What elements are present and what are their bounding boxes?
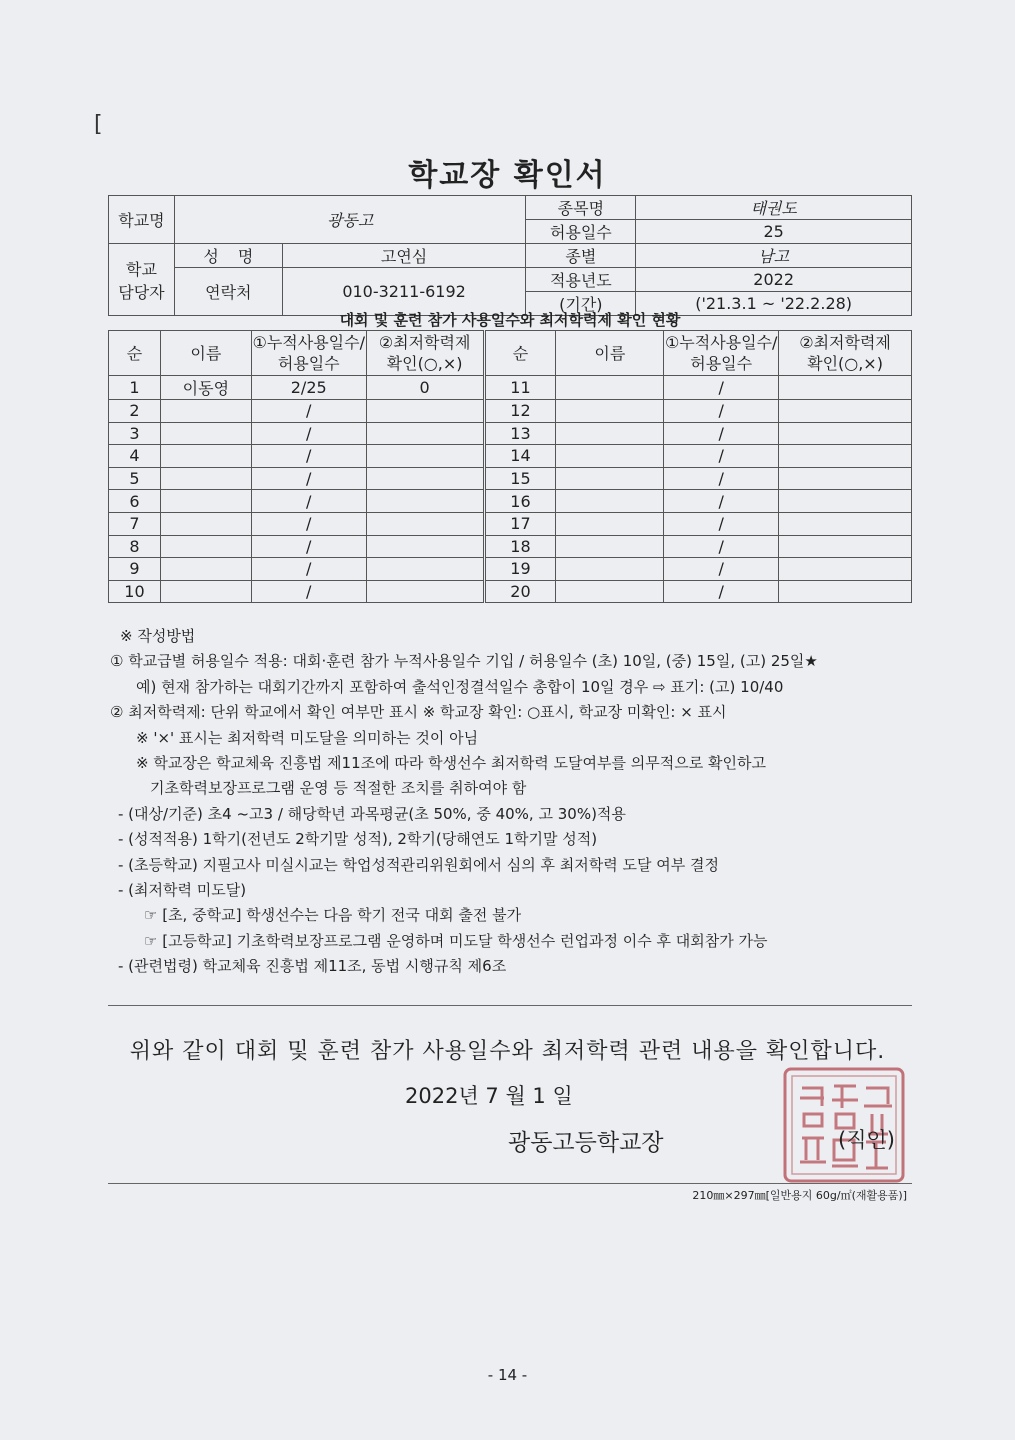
row-check-2	[779, 376, 912, 400]
row-check	[366, 445, 484, 468]
row-check	[366, 535, 484, 558]
row-name-2	[556, 490, 664, 513]
row-name	[160, 535, 251, 558]
note-line: ② 최저학력제: 단위 학교에서 확인 여부만 표시 ※ 학교장 확인: ○표시, 학교장 미확인: × 표시	[110, 703, 727, 722]
row-name-2	[556, 400, 664, 423]
row-check-2	[779, 512, 912, 535]
row-no-2: 19	[484, 558, 556, 581]
row-no: 7	[109, 512, 161, 535]
name-value: 고연심	[282, 244, 526, 268]
row-days: 2/25	[251, 376, 366, 400]
row-check-2	[779, 535, 912, 558]
header-check-line2: 확인(○,×)	[386, 354, 463, 373]
contact-label: 연락처	[174, 268, 282, 316]
row-days: /	[251, 512, 366, 535]
row-check-2	[779, 467, 912, 490]
row-name-2	[556, 467, 664, 490]
row-no-2: 11	[484, 376, 556, 400]
table-subtitle: 대회 및 훈련 참가 사용일수와 최저학력제 확인 현황	[339, 311, 681, 329]
school-label: 학교명	[109, 196, 175, 244]
info-table	[108, 195, 912, 316]
row-days: /	[251, 445, 366, 468]
table-row	[109, 422, 912, 445]
note-line: ① 학교급별 허용일수 적용: 대회·훈련 참가 누적사용일수 기입 / 허용일수 (초) 10일, (중) 15일, (고) 25일★	[110, 652, 818, 671]
note-line: - (성적적용) 1학기(전년도 2학기말 성적), 2학기(당해연도 1학기말 성적)	[118, 830, 598, 849]
header-no-2: 순	[484, 331, 556, 376]
table-row	[109, 535, 912, 558]
table-row	[109, 445, 912, 468]
row-check	[366, 580, 484, 603]
allowed-days-label: 허용일수	[526, 220, 636, 244]
row-no: 4	[109, 445, 161, 468]
row-name	[160, 422, 251, 445]
row-check-2	[779, 558, 912, 581]
row-days-2: /	[664, 580, 779, 603]
period-label: (기간)	[526, 292, 636, 316]
divider-bottom	[108, 1183, 912, 1184]
manager-label-line1: 학교	[125, 259, 157, 279]
row-no-2: 18	[484, 535, 556, 558]
header-days	[251, 331, 366, 376]
year-label: 적용년도	[526, 268, 636, 292]
instructions	[110, 624, 910, 980]
header-check	[366, 331, 484, 376]
issue-date: 2022년 7 월 1 일	[405, 1084, 573, 1108]
bracket-mark: [	[94, 112, 103, 137]
row-name-2	[556, 535, 664, 558]
year-value: 2022	[636, 268, 912, 292]
participation-table	[108, 330, 912, 603]
table-header-row	[109, 331, 912, 376]
row-name	[160, 400, 251, 423]
note-heading: ※ 작성방법	[120, 627, 196, 645]
sport-label: 종목명	[526, 196, 636, 220]
table-row	[109, 490, 912, 513]
row-no: 3	[109, 422, 161, 445]
header-days-2-line1: ①누적사용일수/	[664, 333, 778, 352]
gender-value: 남고	[636, 244, 912, 268]
principal-title: 광동고등학교장	[508, 1130, 664, 1156]
school-value: 광동고	[174, 196, 526, 244]
row-check-2	[779, 580, 912, 603]
note-line: - (최저학력 미도달)	[118, 881, 247, 900]
contact-value: 010-3211-6192	[282, 268, 526, 316]
row-no: 2	[109, 400, 161, 423]
row-no-2: 20	[484, 580, 556, 603]
row-no-2: 13	[484, 422, 556, 445]
row-no: 1	[109, 376, 161, 400]
row-no: 9	[109, 558, 161, 581]
confirmation-text: 위와 같이 대회 및 훈련 참가 사용일수와 최저학력 관련 내용을 확인합니다.	[129, 1039, 886, 1064]
row-days: /	[251, 580, 366, 603]
row-days: /	[251, 535, 366, 558]
row-check	[366, 400, 484, 423]
row-check-2	[779, 400, 912, 423]
header-days-2	[664, 331, 779, 376]
name-label: 성 명	[174, 244, 282, 268]
header-no: 순	[109, 331, 161, 376]
row-check	[366, 422, 484, 445]
row-name-2	[556, 558, 664, 581]
document-title: 학교장 확인서	[408, 158, 607, 193]
header-days-2-line2: 허용일수	[690, 354, 753, 373]
divider-top	[108, 1005, 912, 1006]
row-no: 8	[109, 535, 161, 558]
row-name	[160, 580, 251, 603]
sport-value: 태권도	[636, 196, 912, 220]
row-name	[160, 512, 251, 535]
row-days-2: /	[664, 490, 779, 513]
table-row	[109, 512, 912, 535]
row-days: /	[251, 422, 366, 445]
row-check	[366, 490, 484, 513]
manager-label	[109, 244, 175, 316]
row-days: /	[251, 558, 366, 581]
row-name	[160, 558, 251, 581]
note-line: - (관련법령) 학교체육 진흥법 제11조, 동법 시행규칙 제6조	[118, 957, 507, 976]
note-line: 예) 현재 참가하는 대회기간까지 포함하여 출석인정결석일수 총합이 10일 경우 ⇨ 표기: (고) 10/40	[136, 677, 784, 696]
row-days: /	[251, 400, 366, 423]
note-line: - (대상/기준) 초4 ~고3 / 해당학년 과목평균(초 50%, 중 40%, 고 30%)적용	[118, 804, 626, 823]
header-check-2	[779, 331, 912, 376]
header-name: 이름	[160, 331, 251, 376]
row-no-2: 17	[484, 512, 556, 535]
note-line: 기초학력보장프로그램 운영 등 적절한 조치를 취하여야 함	[150, 779, 527, 798]
row-days-2: /	[664, 535, 779, 558]
row-check-2	[779, 445, 912, 468]
row-days-2: /	[664, 512, 779, 535]
row-name-2	[556, 580, 664, 603]
row-no-2: 14	[484, 445, 556, 468]
table-row	[109, 467, 912, 490]
row-check-2	[779, 422, 912, 445]
row-no: 6	[109, 490, 161, 513]
row-name-2	[556, 512, 664, 535]
note-line: ※ '×' 표시는 최저학력 미도달을 의미하는 것이 아님	[136, 728, 479, 747]
table-row	[109, 376, 912, 400]
row-name: 이동영	[160, 376, 251, 400]
header-days-line2: 허용일수	[277, 354, 340, 373]
note-line: ※ 학교장은 학교체육 진흥법 제11조에 따라 학생선수 최저학력 도달여부를 의무적으로 확인하고	[136, 754, 766, 773]
row-days: /	[251, 467, 366, 490]
paper-spec: 210㎜×297㎜[일반용지 60g/㎡(재활용품)]	[692, 1189, 907, 1202]
row-days: /	[251, 490, 366, 513]
row-no-2: 15	[484, 467, 556, 490]
row-no: 5	[109, 467, 161, 490]
header-check-2-line1: ②최저학력제	[799, 333, 891, 352]
row-check	[366, 558, 484, 581]
row-no: 10	[109, 580, 161, 603]
header-name-2: 이름	[556, 331, 664, 376]
row-name	[160, 490, 251, 513]
gender-label: 종별	[526, 244, 636, 268]
header-check-line1: ②최저학력제	[378, 333, 471, 352]
seal-label: (직인)	[838, 1128, 895, 1152]
row-check	[366, 467, 484, 490]
note-line: ☞ [초, 중학교] 학생선수는 다음 학기 전국 대회 출전 불가	[144, 906, 522, 925]
row-name-2	[556, 445, 664, 468]
table-row	[109, 558, 912, 581]
note-line: - (초등학교) 지필고사 미실시교는 학업성적관리위원회에서 심의 후 최저학력 도달 여부 결정	[118, 855, 719, 874]
header-check-2-line2: 확인(○,×)	[807, 354, 883, 373]
row-days-2: /	[664, 376, 779, 400]
row-days-2: /	[664, 445, 779, 468]
row-no-2: 12	[484, 400, 556, 423]
header-days-line1: ①누적사용일수/	[252, 333, 365, 352]
row-no-2: 16	[484, 490, 556, 513]
row-name-2	[556, 422, 664, 445]
page-number: - 14 -	[487, 1366, 528, 1384]
row-days-2: /	[664, 400, 779, 423]
row-check: 0	[366, 376, 484, 400]
row-name	[160, 467, 251, 490]
row-check-2	[779, 490, 912, 513]
row-days-2: /	[664, 422, 779, 445]
row-name	[160, 445, 251, 468]
table-row	[109, 580, 912, 603]
row-name-2	[556, 376, 664, 400]
row-days-2: /	[664, 558, 779, 581]
period-value: ('21.3.1 ~ '22.2.28)	[636, 292, 912, 316]
allowed-days-value: 25	[636, 220, 912, 244]
manager-label-line2: 담당자	[118, 282, 165, 302]
row-check	[366, 512, 484, 535]
row-days-2: /	[664, 467, 779, 490]
table-row	[109, 400, 912, 423]
note-line: ☞ [고등학교] 기초학력보장프로그램 운영하며 미도달 학생선수 런업과정 이수 후 대회참가 가능	[144, 931, 768, 950]
